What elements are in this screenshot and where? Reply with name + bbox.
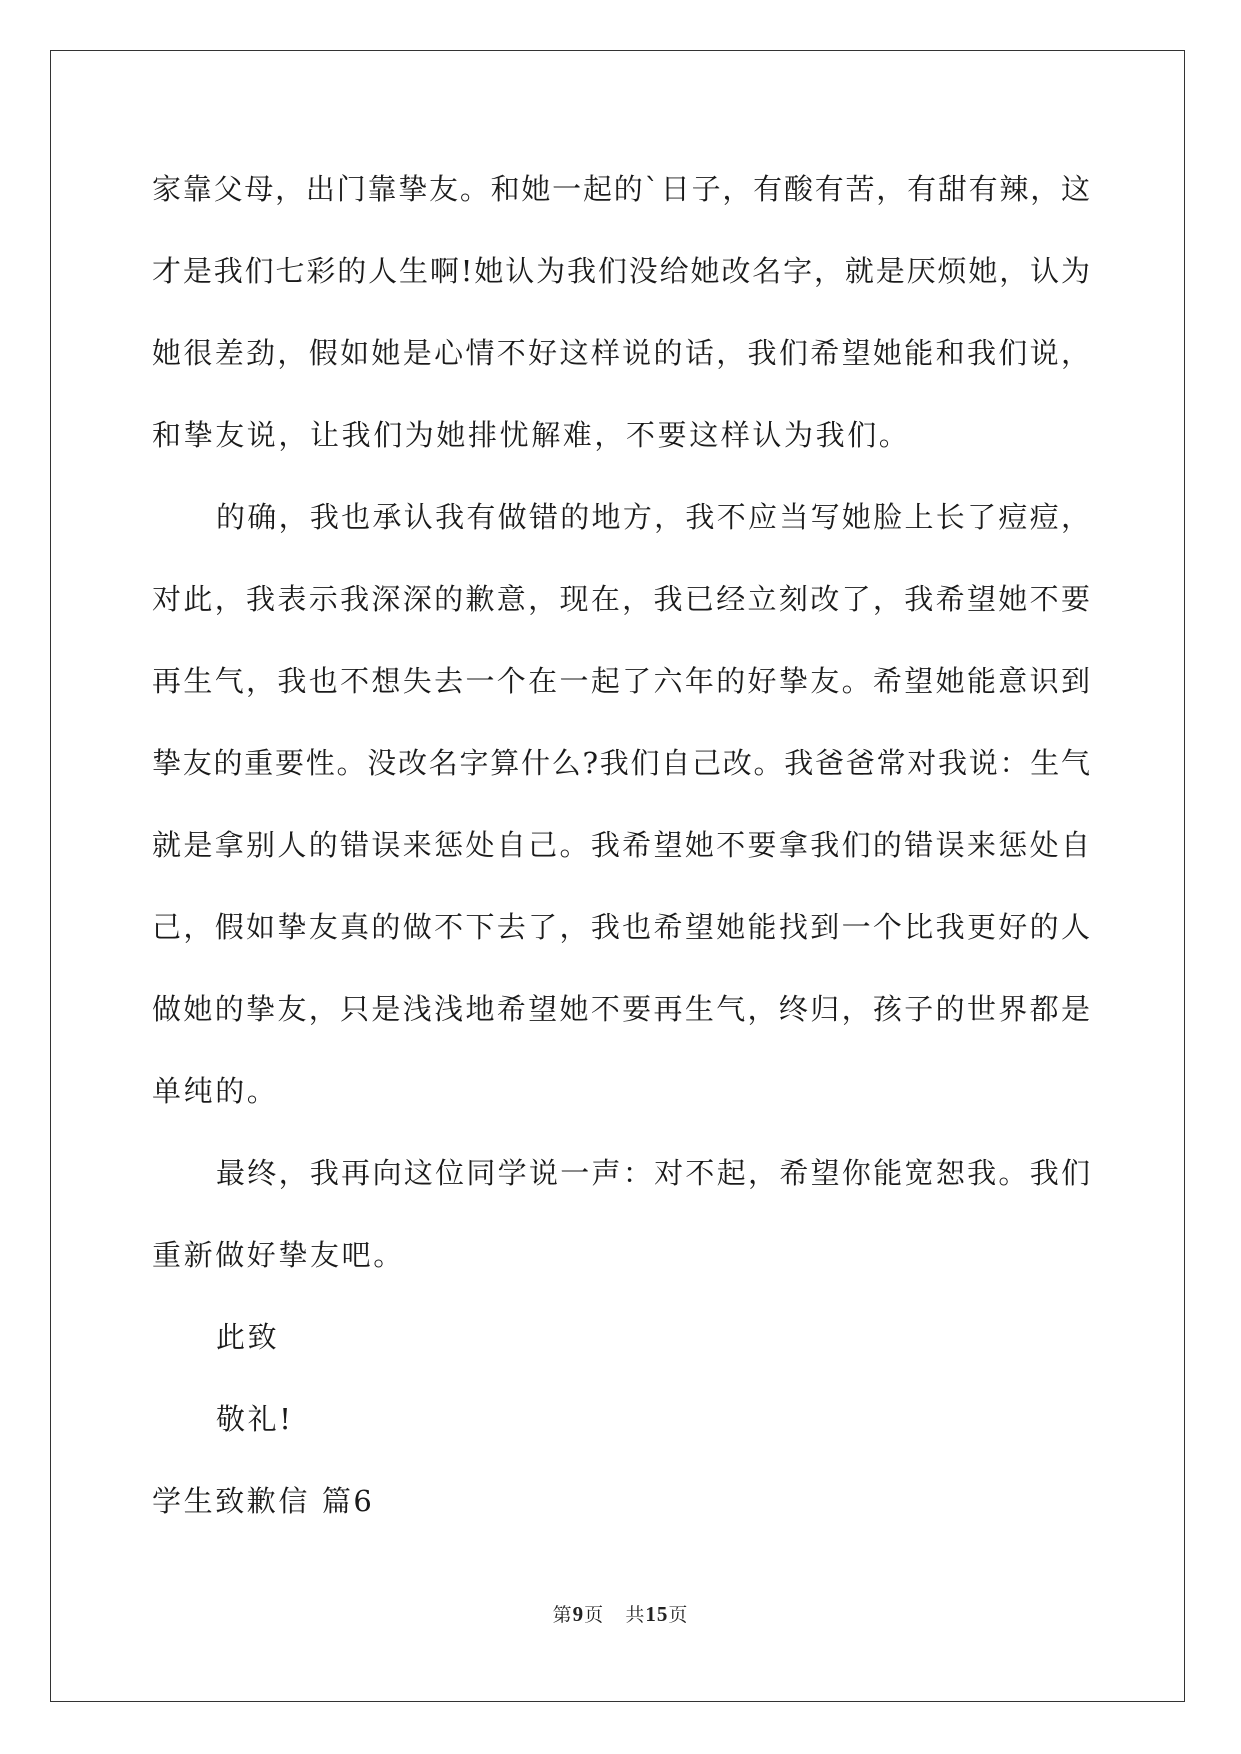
body-line: 最终，我再向这位同学说一声：对不起，希望你能宽恕我。我们 <box>216 1156 1090 1190</box>
letter-body <box>152 160 1090 1554</box>
body-line: 她很差劲，假如她是心情不好这样说的话，我们希望她能和我们说， <box>152 336 1090 370</box>
body-line: 再生气，我也不想失去一个在一起了六年的好挚友。希望她能意识到 <box>152 664 1090 698</box>
current-page-number: 9 <box>572 1602 585 1626</box>
footer-total-prefix: 共 <box>625 1604 646 1626</box>
body-line: 做她的挚友，只是浅浅地希望她不要再生气，终归，孩子的世界都是 <box>152 992 1090 1026</box>
closing-regards: 敬礼! <box>216 1402 294 1436</box>
body-line: 重新做好挚友吧。 <box>152 1238 405 1272</box>
body-line: 和挚友说，让我们为她排忧解难，不要这样认为我们。 <box>152 418 911 452</box>
body-line: 己，假如挚友真的做不下去了，我也希望她能找到一个比我更好的人 <box>152 910 1090 944</box>
footer-total-suffix: 页 <box>668 1604 689 1626</box>
body-line: 对此，我表示我深深的歉意，现在，我已经立刻改了，我希望她不要 <box>152 582 1090 616</box>
total-page-number: 15 <box>645 1602 669 1626</box>
footer-page-word: 页 <box>584 1604 605 1626</box>
body-line: 的确，我也承认我有做错的地方，我不应当写她脸上长了痘痘， <box>216 500 1090 534</box>
closing-salutation: 此致 <box>216 1320 280 1354</box>
body-line: 就是拿别人的错误来惩处自己。我希望她不要拿我们的错误来惩处自 <box>152 828 1090 862</box>
body-line: 家靠父母，出门靠挚友。和她一起的`日子，有酸有苦，有甜有辣，这 <box>152 172 1090 206</box>
body-line: 才是我们七彩的人生啊!她认为我们没给她改名字，就是厌烦她，认为 <box>152 254 1090 288</box>
section-heading: 学生致歉信 篇6 <box>152 1484 375 1518</box>
footer-prefix: 第 <box>552 1604 573 1626</box>
body-line: 挚友的重要性。没改名字算什么?我们自己改。我爸爸常对我说：生气 <box>152 746 1090 780</box>
body-line: 单纯的。 <box>152 1074 279 1108</box>
page-number-footer <box>0 1600 1241 1627</box>
